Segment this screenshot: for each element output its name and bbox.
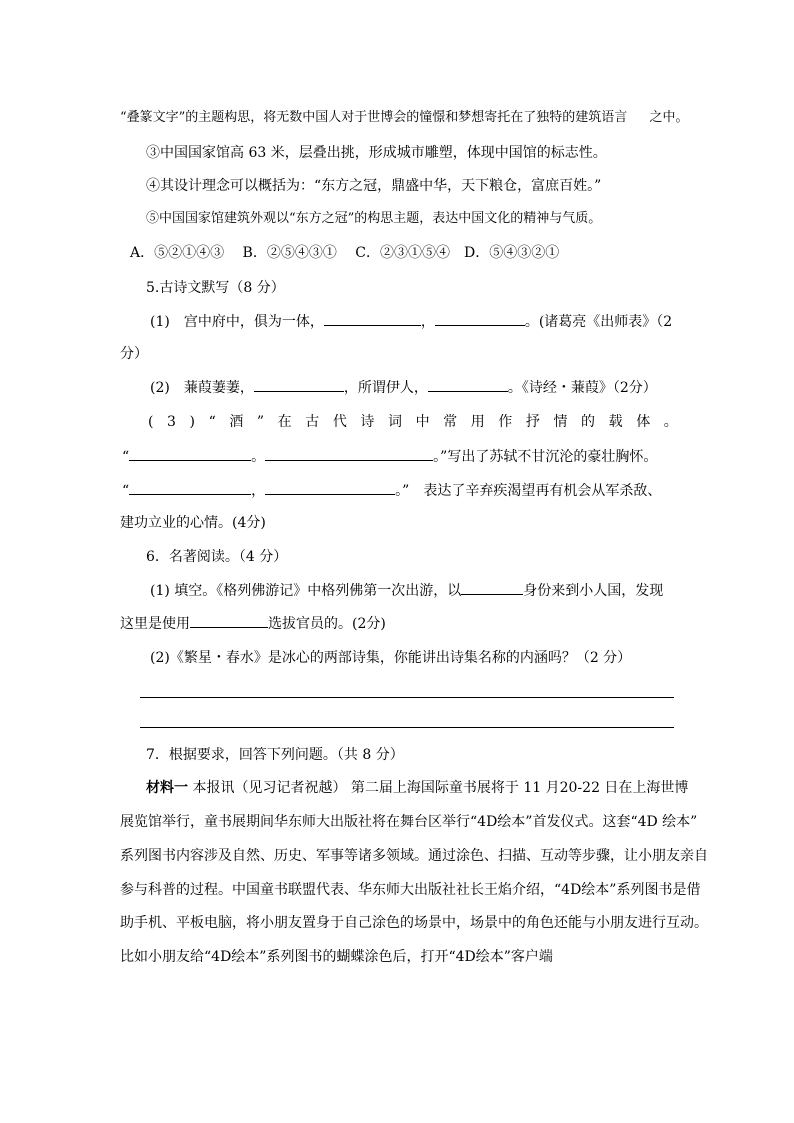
fill-blank[interactable] — [254, 377, 344, 392]
material-1-line: 展览馆举行，童书展期间华东师大出版社将在舞台区举行“4D绘本”首发仪式。这套“4D 绘本” — [120, 814, 698, 830]
text-line: 分） — [120, 346, 148, 362]
prompt-char: 情 — [553, 414, 568, 430]
text-fragment: 。《诗经・蒹葭》（2分） — [507, 380, 657, 396]
material-1-line: 参与科普的过程。中国童书联盟代表、华东师大出版社社长王焰介绍，“4D绘本”系列图书是借 — [120, 882, 701, 898]
prompt-char: 代 — [332, 414, 347, 430]
question-5-3-line-1 — [122, 446, 657, 467]
question-5-3-line-2 — [122, 480, 661, 501]
prompt-char: 常 — [443, 414, 458, 430]
prompt-char: 中 — [415, 414, 430, 430]
prompt-char: 的 — [581, 414, 596, 430]
prompt-char: 在 — [277, 414, 292, 430]
prompt-char: 古 — [305, 414, 320, 430]
fill-blank[interactable] — [265, 446, 433, 461]
prompt-char: ( — [148, 414, 154, 430]
prompt-char: ) — [189, 414, 196, 430]
text-fragment: ，所谓伊人， — [343, 380, 428, 396]
text-fragment: ， — [251, 483, 266, 499]
prompt-char: 酒 — [229, 414, 244, 430]
option-item-5: ⑤中国国家馆建筑外观以“东方之冠”的构思主题，表达中国文化的精神与气质。 — [146, 211, 602, 226]
text-fragment: ， — [420, 314, 435, 330]
question-6-heading: 6．名著阅读。（4 分） — [146, 549, 288, 565]
text-fragment: (1) 宫中府中，俱为一体， — [150, 314, 324, 330]
text-line: 建功立业的心情。(4分) — [120, 515, 266, 531]
fill-blank[interactable] — [265, 480, 395, 495]
text-fragment: (2) 蒹葭萋萋， — [150, 380, 254, 396]
answer-choices: A．⑤②①④③ B．②⑤④③① C．②③①⑤④ D．⑤④③②① — [130, 245, 560, 261]
question-6-2: (2)《繁星・春水》是冰心的两部诗集，你能讲出诗集名称的内涵吗？（2 分） — [150, 650, 632, 666]
prompt-char: “ — [208, 414, 216, 430]
text-fragment: 之中。 — [649, 110, 689, 125]
fill-blank[interactable] — [324, 311, 421, 326]
material-1-line — [146, 778, 688, 798]
material-1-line: 系列图书内容涉及自然、历史、军事等诸多领域。通过涂色、扫描、互动等步骤，让小朋友亲自 — [120, 848, 708, 864]
fill-blank[interactable] — [428, 377, 508, 392]
prompt-char: 体 — [636, 414, 651, 430]
material-label: 材料一 — [146, 780, 188, 796]
text-fragment: 。(诸葛亮《出师表》（2 — [524, 314, 673, 330]
text-fragment: 这里是使用 — [120, 616, 190, 632]
fill-blank[interactable] — [435, 311, 525, 326]
prompt-char: 载 — [608, 414, 623, 430]
option-item-4: ④其设计理念可以概括为：“东方之冠，鼎盛中华，天下粮仓，富庶百姓。” — [146, 178, 602, 194]
text-fragment: “叠篆文字”的主题构思，将无数中国人对于世博会的憧憬和梦想寄托在了独特的建筑语言 — [120, 110, 628, 125]
question-5-heading: 5.古诗文默写（8 分） — [146, 280, 285, 296]
text-line — [120, 108, 688, 128]
prompt-char: 抒 — [525, 414, 540, 430]
material-1-line: 比如小朋友给“4D绘本”系列图书的蝴蝶涂色后，打开“4D绘本”客户端 — [120, 949, 553, 965]
text-fragment: (1) 填空。《格列佛游记》中格列佛第一次出游，以 — [150, 583, 462, 599]
prompt-char: 。 — [663, 414, 678, 430]
prompt-char: 3 — [167, 414, 176, 430]
text-fragment: 。”写出了苏轼不甘沉沦的豪壮胸怀。 — [433, 449, 658, 465]
fill-blank[interactable] — [129, 446, 251, 461]
fill-blank[interactable] — [129, 480, 251, 495]
prompt-char: ” — [256, 414, 265, 430]
prompt-char: 作 — [498, 414, 513, 430]
text-fragment: 。 — [251, 449, 266, 465]
text-fragment: “ — [122, 449, 130, 465]
fill-blank[interactable] — [190, 613, 268, 628]
fill-blank[interactable] — [461, 580, 523, 595]
question-5-1 — [150, 311, 672, 332]
text-fragment: 选拔官员的。(2分) — [268, 616, 386, 632]
text-fragment: 身份来到小人国，发现 — [523, 583, 664, 599]
option-item-3: ③中国国家馆高 63 米，层叠出挑，形成城市雕塑，体现中国馆的标志性。 — [146, 145, 607, 161]
prompt-char: 诗 — [360, 414, 375, 430]
question-6-1 — [150, 580, 663, 601]
answer-line[interactable] — [140, 697, 674, 698]
prompt-char: 词 — [387, 414, 402, 430]
text-fragment: “ — [122, 483, 130, 499]
text-fragment: 本报讯（见习记者祝越） 第二届上海国际童书展将于 11 月20-22 日在上海世博 — [192, 780, 689, 796]
question-7-heading: 7．根据要求，回答下列问题。（共 8 分） — [146, 747, 404, 763]
question-5-3-prompt — [148, 412, 678, 432]
answer-line[interactable] — [140, 727, 674, 728]
material-1-line: 助手机、平板电脑，将小朋友置身于自己涂色的场景中，场景中的角色还能与小朋友进行互动。 — [120, 915, 708, 931]
prompt-char: 用 — [470, 414, 485, 430]
question-5-2 — [150, 377, 657, 398]
text-fragment: 。” 表达了辛弃疾渴望再有机会从军杀敌、 — [395, 483, 662, 499]
question-6-1-cont — [120, 613, 386, 634]
